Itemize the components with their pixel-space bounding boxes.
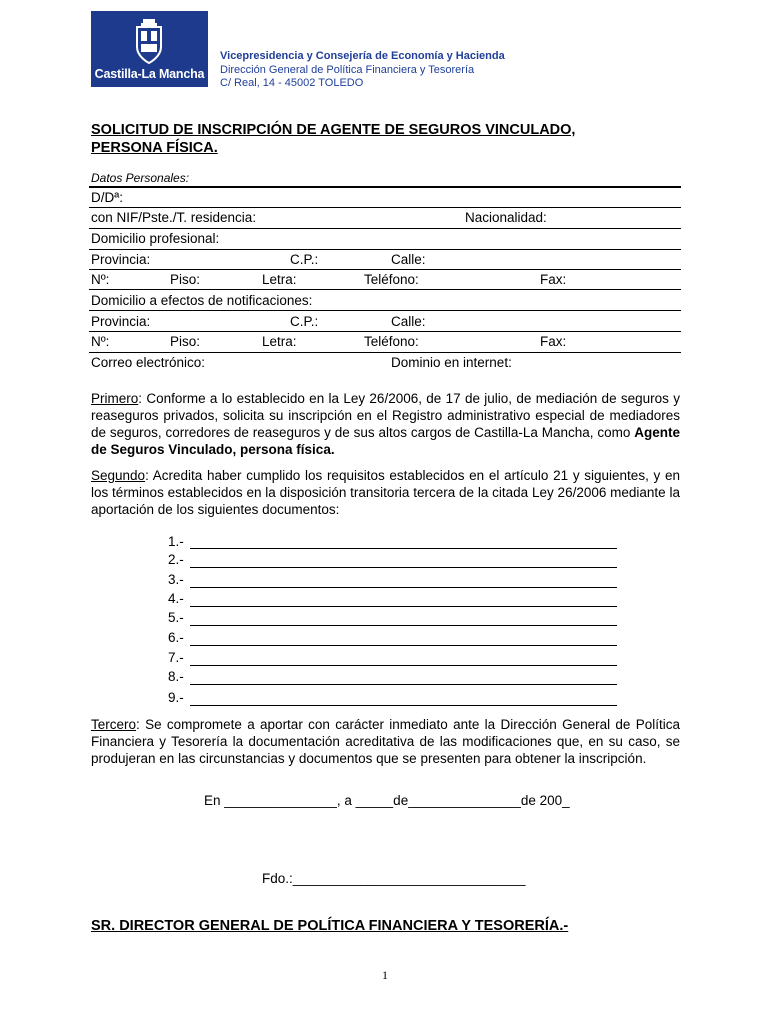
field-dominio: Dominio en internet: xyxy=(391,355,512,370)
segundo-text: : Acredita haber cumplido los requisitos establecidos en el artículo 21 y siguientes, y en los términos establecidos en la disposición transitoria tercera de la citada Ley 26/2006 mediante la aportación de los siguientes documentos: xyxy=(91,468,680,517)
divider xyxy=(89,207,681,208)
coat-of-arms-icon xyxy=(131,17,167,65)
field-telefono: Teléfono: xyxy=(364,272,419,287)
logo-text: Castilla-La Mancha xyxy=(94,67,205,81)
field-piso-notif: Piso: xyxy=(170,334,201,349)
field-nacionalidad: Nacionalidad: xyxy=(465,210,547,225)
divider xyxy=(89,249,681,250)
divider xyxy=(89,269,681,270)
document-item-3: 3.- xyxy=(168,572,184,587)
form-title-line2: PERSONA FÍSICA. xyxy=(91,140,218,156)
document-line-3[interactable] xyxy=(190,587,617,588)
segundo-label: Segundo xyxy=(91,468,146,483)
document-item-8: 8.- xyxy=(168,669,184,684)
field-num-notif: Nº: xyxy=(91,334,110,349)
form-title-line1: SOLICITUD DE INSCRIPCIÓN DE AGENTE DE SEGUROS VINCULADO, xyxy=(91,122,576,138)
field-domicilio: Domicilio profesional: xyxy=(91,231,220,246)
document-item-6: 6.- xyxy=(168,630,184,645)
divider xyxy=(89,186,681,188)
document-item-4: 4.- xyxy=(168,591,184,606)
document-item-7: 7.- xyxy=(168,650,184,665)
field-letra: Letra: xyxy=(262,272,297,287)
field-provincia-notif: Provincia: xyxy=(91,314,151,329)
date-line[interactable]: En _______________, a _____de_______________de 200_ xyxy=(204,793,570,808)
document-item-1: 1.- xyxy=(168,534,184,549)
field-fax-notif: Fax: xyxy=(540,334,567,349)
primero-text: : Conforme a lo establecido en la Ley 26/2006, de 17 de julio, de mediación de seguros y reaseguros privados, solicita su inscripción en el Registro administrativo especial de mediadores de seguros, corredores de reaseguros y de sus altos cargos de Castilla-La Mancha, como xyxy=(91,391,680,440)
document-line-9[interactable] xyxy=(190,705,617,706)
signature-line[interactable]: Fdo.:_______________________________ xyxy=(262,871,526,886)
field-telefono-notif: Teléfono: xyxy=(364,334,419,349)
tercero-label: Tercero xyxy=(91,717,137,732)
divider xyxy=(89,310,681,311)
document-item-9: 9.- xyxy=(168,690,184,705)
paragraph-segundo xyxy=(91,467,680,518)
document-line-1[interactable] xyxy=(190,548,617,549)
header-ministry: Vicepresidencia y Consejería de Economía y Hacienda xyxy=(220,50,505,62)
recipient-title: SR. DIRECTOR GENERAL DE POLÍTICA FINANCIERA Y TESORERÍA.- xyxy=(91,918,569,934)
document-line-4[interactable] xyxy=(190,606,617,607)
field-correo: Correo electrónico: xyxy=(91,355,206,370)
page-number: 1 xyxy=(382,968,388,982)
field-letra-notif: Letra: xyxy=(262,334,297,349)
primero-bold: Agente de Seguros Vinculado, persona física. xyxy=(91,425,680,457)
primero-label: Primero xyxy=(91,391,139,406)
document-item-2: 2.- xyxy=(168,552,184,567)
field-fax: Fax: xyxy=(540,272,567,287)
paragraph-tercero xyxy=(91,716,680,767)
field-dd: D/Dª: xyxy=(91,190,123,205)
document-item-5: 5.- xyxy=(168,610,184,625)
document-line-8[interactable] xyxy=(190,684,617,685)
field-piso: Piso: xyxy=(170,272,201,287)
header-direction: Dirección General de Política Financiera y Tesorería xyxy=(220,64,475,76)
field-num: Nº: xyxy=(91,272,110,287)
divider xyxy=(89,352,681,353)
document-line-7[interactable] xyxy=(190,665,617,666)
document-line-2[interactable] xyxy=(190,567,617,568)
datos-personales-heading: Datos Personales: xyxy=(91,171,190,185)
header-address: C/ Real, 14 - 45002 TOLEDO xyxy=(220,77,364,89)
field-nif: con NIF/Pste./T. residencia: xyxy=(91,210,257,225)
tercero-text: : Se compromete a aportar con carácter inmediato ante la Dirección General de Política Financiera y Tesorería la documentación acreditativa de las modificaciones que, en su caso, se produjeran en las circunstancias y documentos que se presenten para obtener la inscripción. xyxy=(91,717,680,766)
paragraph-primero xyxy=(91,390,680,458)
document-line-6[interactable] xyxy=(190,645,617,646)
field-provincia: Provincia: xyxy=(91,252,151,267)
field-calle: Calle: xyxy=(391,252,426,267)
document-line-5[interactable] xyxy=(190,625,617,626)
divider xyxy=(89,289,681,290)
divider xyxy=(89,331,681,332)
field-cp: C.P.: xyxy=(290,252,319,267)
field-domicilio-notificaciones: Domicilio a efectos de notificaciones: xyxy=(91,293,313,308)
castilla-la-mancha-logo xyxy=(91,11,208,87)
field-cp-notif: C.P.: xyxy=(290,314,319,329)
field-calle-notif: Calle: xyxy=(391,314,426,329)
divider xyxy=(89,228,681,229)
